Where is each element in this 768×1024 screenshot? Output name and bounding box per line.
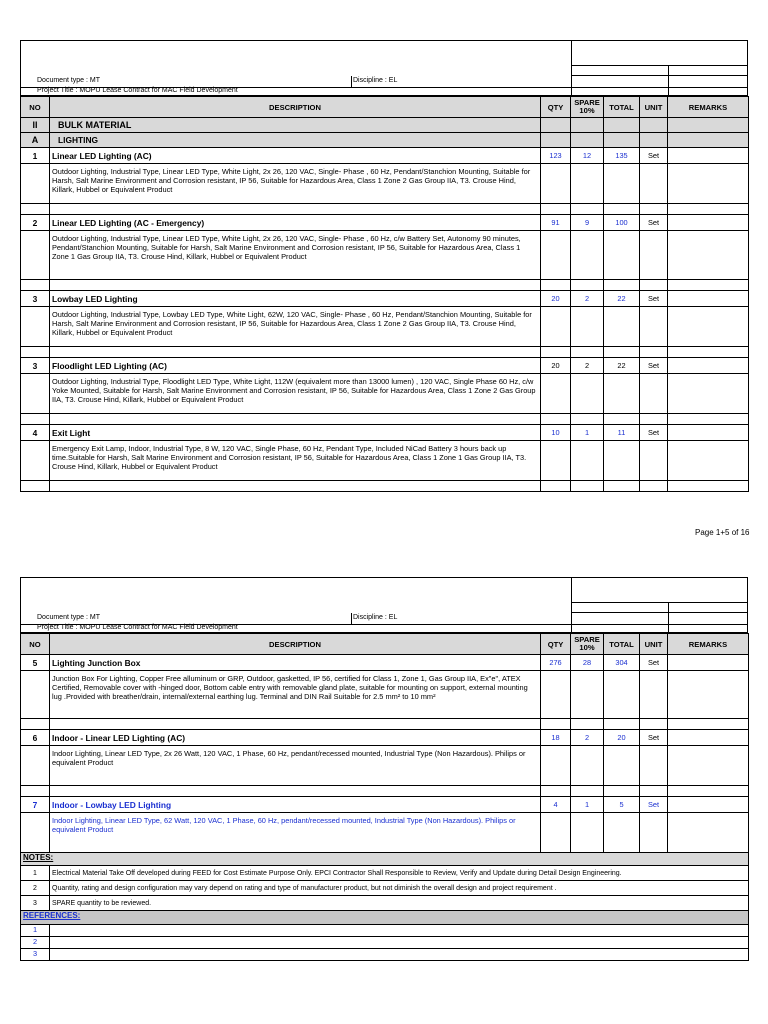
item-spare: 2 — [571, 291, 604, 307]
item-unit: Set — [640, 730, 668, 746]
subsection-row — [21, 133, 749, 148]
item-description-row — [21, 441, 749, 481]
reference-number: 2 — [21, 937, 50, 949]
item-description-row — [21, 307, 749, 347]
item-title-row — [21, 215, 749, 231]
reference-text — [50, 925, 749, 937]
item-qty: 20 — [541, 358, 571, 374]
col-qty: QTY — [541, 634, 571, 655]
item-description: Outdoor Lighting, Industrial Type, Floodlight LED Type, White Light, 112W (equivalent more than 13000 lumen) , 120 VAC, Single Phase 60 Hz, c/w Yoke Mounted, Suitable for Harsh, Salt Marine Environment and Corrosion resistant, IP 56, Suitable for Hazardous Area, Class 1 Zone 2 Gas Group IIA, T3. Crouse Hind, Killark, Hubbel or Equivalent Product — [50, 374, 541, 414]
col-spare-pct: 10% — [579, 106, 595, 115]
item-title-row — [21, 358, 749, 374]
reference-text — [50, 949, 749, 961]
col-spare — [571, 97, 604, 118]
item-description: Indoor Lighting, Linear LED Type, 2x 26 Watt, 120 VAC, 1 Phase, 60 Hz, pendant/recessed mounted, Industrial Type (Non Hazardous). Philips or equivalent Product — [50, 746, 541, 786]
item-remarks — [668, 358, 749, 374]
item-total: 20 — [604, 730, 640, 746]
item-description-row — [21, 746, 749, 786]
notes-title: NOTES: — [21, 853, 749, 866]
col-remarks: REMARKS — [668, 97, 749, 118]
item-title: Floodlight LED Lighting (AC) — [50, 358, 541, 374]
col-unit: UNIT — [640, 97, 668, 118]
item-description-row — [21, 671, 749, 719]
section-label: BULK MATERIAL — [50, 118, 541, 133]
item-title-row — [21, 655, 749, 671]
item-title: Indoor - Lowbay LED Lighting — [50, 797, 541, 813]
item-description: Outdoor Lighting, Industrial Type, Lowbay LED Type, White Light, 62W, 120 VAC, Single- Phase , 60 Hz, Pendant/Stanchion Mounting, Suitable for Harsh, Salt Marine Environment and Corrosion resistant, IP 56, Suitable for Hazardous Area, Class 1 Zone 2 Gas Group IIA, T3. Crouse Hind, Killark, Hubbel or Equivalent Product — [50, 307, 541, 347]
item-remarks — [668, 655, 749, 671]
item-title: Indoor - Linear LED Lighting (AC) — [50, 730, 541, 746]
item-title-row — [21, 148, 749, 164]
item-qty: 4 — [541, 797, 571, 813]
project-title: Project Title : MOPU Lease Contract for MAC Field Development — [37, 624, 238, 631]
item-description: Indoor Lighting, Linear LED Type, 62 Watt, 120 VAC, 1 Phase, 60 Hz, pendant/recessed mounted, Industrial Type (Non Hazardous). Philips or equivalent Product — [50, 813, 541, 853]
item-qty: 10 — [541, 425, 571, 441]
item-description: Emergency Exit Lamp, Indoor, Industrial Type, 8 W, 120 VAC, Single Phase, 60 Hz, Pendant Type, Included NiCad Battery 3 hours back up time.Suitable for Harsh, Salt Marine Environment and Corrosion resistant, IP 56, Suitable for Hazardous Area, Class 1 Zone 1 Gas Group IIA, T3. Crouse Hind, Killark, Hubbel or Equivalent Product — [50, 441, 541, 481]
item-remarks — [668, 148, 749, 164]
discipline: Discipline : EL — [353, 77, 398, 84]
item-title-row — [21, 797, 749, 813]
document-page-2 — [20, 577, 748, 961]
item-spare: 12 — [571, 148, 604, 164]
item-number: 4 — [21, 425, 50, 441]
item-number: 7 — [21, 797, 50, 813]
page-number: Page 1+5 of 16 — [695, 528, 750, 537]
item-description: Outdoor Lighting, Industrial Type, Linear LED Type, White Light, 2x 26, 120 VAC, Single- Phase , 60 Hz, Pendant/Stanchion Mounting, Suitable for Harsh, Salt Marine Environment and Corrosion resistant, IP 56, Suitable for Hazardous Area, Class 1 Zone 2 Gas Group IIA, T3. Crouse Hind, Killark, Hubbel or Equivalent Product — [50, 164, 541, 204]
reference-text — [50, 937, 749, 949]
note-row — [21, 866, 749, 881]
note-row — [21, 881, 749, 896]
item-total: 22 — [604, 291, 640, 307]
item-total: 135 — [604, 148, 640, 164]
item-title: Lowbay LED Lighting — [50, 291, 541, 307]
item-spare: 9 — [571, 215, 604, 231]
col-spare-pct: 10% — [579, 643, 595, 652]
material-table — [20, 633, 749, 961]
table-header-row — [21, 97, 749, 118]
item-remarks — [668, 730, 749, 746]
col-total: TOTAL — [604, 97, 640, 118]
item-description-row — [21, 374, 749, 414]
note-text: SPARE quantity to be reviewed. — [50, 896, 749, 911]
page-header — [20, 577, 748, 633]
item-unit: Set — [640, 291, 668, 307]
item-title: Linear LED Lighting (AC) — [50, 148, 541, 164]
item-title-row — [21, 730, 749, 746]
item-spare: 1 — [571, 425, 604, 441]
item-remarks — [668, 291, 749, 307]
reference-number: 3 — [21, 949, 50, 961]
note-row — [21, 896, 749, 911]
item-total: 100 — [604, 215, 640, 231]
section-number: II — [21, 118, 50, 133]
note-number: 2 — [21, 881, 50, 896]
note-number: 1 — [21, 866, 50, 881]
item-title: Exit Light — [50, 425, 541, 441]
item-title-row — [21, 425, 749, 441]
item-qty: 276 — [541, 655, 571, 671]
item-description-row — [21, 813, 749, 853]
item-qty: 91 — [541, 215, 571, 231]
item-unit: Set — [640, 425, 668, 441]
item-qty: 123 — [541, 148, 571, 164]
item-remarks — [668, 425, 749, 441]
item-number: 5 — [21, 655, 50, 671]
document-type: Document type : MT — [37, 614, 101, 621]
item-title-row — [21, 291, 749, 307]
subsection-number: A — [21, 133, 50, 148]
col-description: DESCRIPTION — [50, 634, 541, 655]
section-row — [21, 118, 749, 133]
item-total: 304 — [604, 655, 640, 671]
table-header-row — [21, 634, 749, 655]
item-number: 1 — [21, 148, 50, 164]
item-number: 2 — [21, 215, 50, 231]
item-unit: Set — [640, 215, 668, 231]
item-total: 11 — [604, 425, 640, 441]
item-spare: 1 — [571, 797, 604, 813]
notes-header-row — [21, 853, 749, 866]
reference-row — [21, 925, 749, 937]
item-unit: Set — [640, 358, 668, 374]
discipline: Discipline : EL — [353, 614, 398, 621]
item-description-row — [21, 231, 749, 280]
references-header-row — [21, 911, 749, 925]
note-text: Electrical Material Take Off developed during FEED for Cost Estimate Purpose Only. EPCI Contractor Shall Responsible to Review, Verify and Update during Detail Design Engineering. — [50, 866, 749, 881]
item-description: Junction Box For Lighting, Copper Free alluminum or GRP, Outdoor, gasketted, IP 56, certified for Class 1, Zone 1, Gas Group IIA, Ex"e", ATEX Certified, Removable cover with -hinged door, Bottom cable entry with removable gland plate, suitable for mounting on support, external mounting lug .Provided with breather/drain, internal/external earthing lug. Terminal and DIN Rail Suitable for 2.5 mm² to 10 mm² — [50, 671, 541, 719]
item-remarks — [668, 797, 749, 813]
item-spare: 2 — [571, 358, 604, 374]
item-unit: Set — [640, 148, 668, 164]
col-no: NO — [21, 97, 50, 118]
item-qty: 18 — [541, 730, 571, 746]
project-title: Project Title : MOPU Lease Contract for MAC Field Development — [37, 87, 238, 94]
col-remarks: REMARKS — [668, 634, 749, 655]
document-type: Document type : MT — [37, 77, 101, 84]
col-description: DESCRIPTION — [50, 97, 541, 118]
item-description: Outdoor Lighting, Industrial Type, Linear LED Type, White Light, 2x 26, 120 VAC, Single- Phase , 60 Hz, c/w Battery Set, Autonomy 90 minutes, Pendant/Stanchion Mounting, Suitable for Harsh, Salt Marine Environment and Corrosion resistant, IP 56, Suitable for Hazardous Area, Class 1 Zone 1 Gas Group IIA, T3. Crouse Hind, Killark, Hubbel or Equivalent Product — [50, 231, 541, 280]
item-title: Lighting Junction Box — [50, 655, 541, 671]
item-number: 3 — [21, 358, 50, 374]
item-title: Linear LED Lighting (AC - Emergency) — [50, 215, 541, 231]
reference-row — [21, 937, 749, 949]
references-title: REFERENCES: — [21, 911, 749, 925]
item-number: 3 — [21, 291, 50, 307]
item-total: 22 — [604, 358, 640, 374]
document-page-1 — [20, 40, 748, 492]
col-qty: QTY — [541, 97, 571, 118]
item-remarks — [668, 215, 749, 231]
reference-number: 1 — [21, 925, 50, 937]
item-description-row — [21, 164, 749, 204]
col-unit: UNIT — [640, 634, 668, 655]
material-table — [20, 96, 749, 492]
col-spare-label: SPARE — [574, 635, 600, 644]
col-spare-label: SPARE — [574, 98, 600, 107]
item-number: 6 — [21, 730, 50, 746]
reference-row — [21, 949, 749, 961]
item-spare: 28 — [571, 655, 604, 671]
item-unit: Set — [640, 797, 668, 813]
col-total: TOTAL — [604, 634, 640, 655]
item-spare: 2 — [571, 730, 604, 746]
item-total: 5 — [604, 797, 640, 813]
item-qty: 20 — [541, 291, 571, 307]
page-header — [20, 40, 748, 96]
col-no: NO — [21, 634, 50, 655]
note-text: Quantity, rating and design configuration may vary depend on rating and type of manufacturer product, but not diminish the overall design and project requirement . — [50, 881, 749, 896]
item-unit: Set — [640, 655, 668, 671]
subsection-label: LIGHTING — [50, 133, 541, 148]
note-number: 3 — [21, 896, 50, 911]
col-spare — [571, 634, 604, 655]
